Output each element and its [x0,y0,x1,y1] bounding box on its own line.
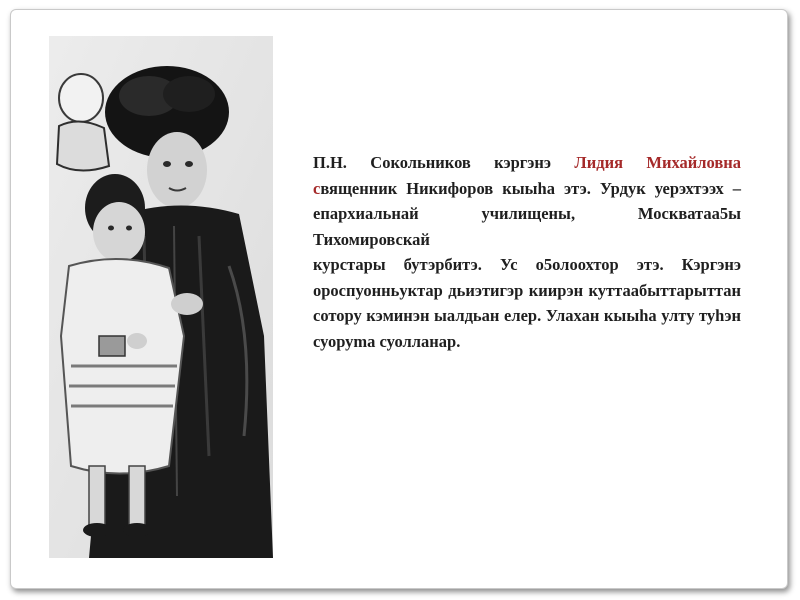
paragraph-part-1: П.Н. Сокольников кэргэнэ [313,153,575,172]
portrait-photo-icon [49,36,273,558]
highlighted-letter: с [313,178,321,198]
biography-paragraph [313,150,741,354]
paragraph-part-4: курстары бутэрбитэ. Ус о5олоохтор этэ. Кэргэнэ ороспуонньуктар дьиэтигэр киирэн куттаабыттарыттан сотору кэминэн ыалдьан елер. Улахан кыыһа улту туһэн суоруma суолланар. [313,255,741,351]
paragraph-part-3: вященник Никифоров кыыһа этэ. Урдук уерэхтээх – епархиальнай училищены, Москватаа5ы Тихомировскай [313,178,741,249]
highlighted-name: Лидия Михайловна [574,153,742,172]
